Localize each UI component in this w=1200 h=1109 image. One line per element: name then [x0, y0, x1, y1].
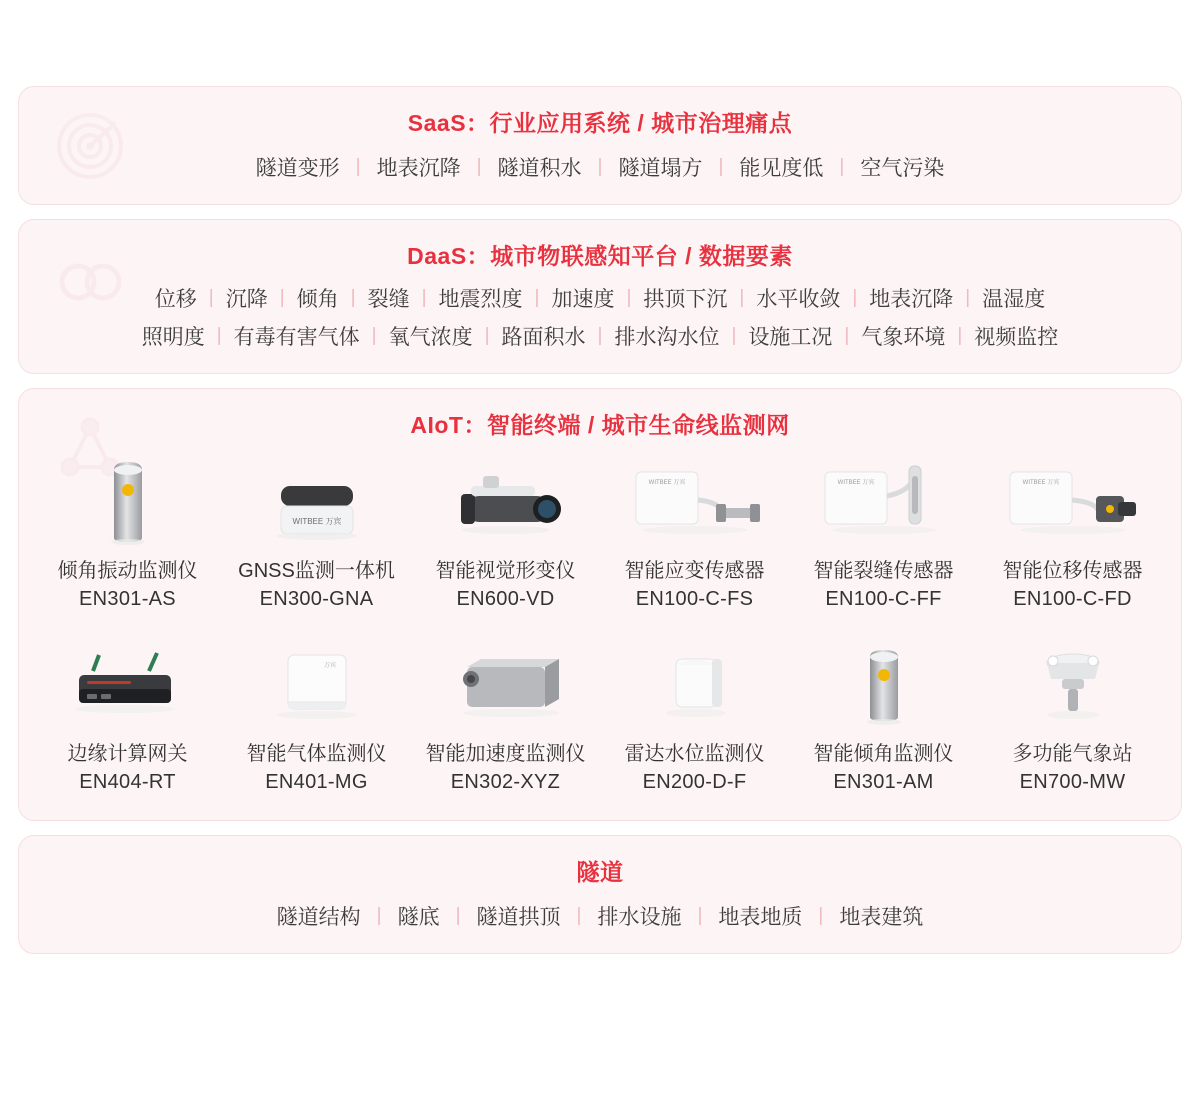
saas-tag: 能见度低 — [739, 157, 824, 180]
radar-water-level-image — [620, 645, 770, 731]
tilt-monitor-image — [844, 645, 924, 731]
daas-tag: 氧气浓度 — [388, 326, 473, 349]
edge-gateway-image — [53, 645, 203, 731]
svg-text:WITBEE 万宾: WITBEE 万宾 — [1022, 480, 1059, 486]
daas-tag: 地震烈度 — [438, 288, 523, 311]
device-card[interactable] — [33, 452, 222, 613]
tag-divider: | — [371, 325, 377, 346]
aiot-device-row-2 — [19, 637, 1181, 820]
panel-tunnel — [18, 835, 1182, 954]
daas-tag: 排水沟水位 — [614, 326, 720, 349]
device-name: 雷达水位监测仪 — [624, 743, 765, 765]
tag-divider: | — [697, 905, 703, 926]
tag-divider: | — [839, 156, 845, 177]
daas-tag: 气象环境 — [861, 326, 946, 349]
panel-saas — [18, 86, 1182, 205]
panel-aiot-title — [19, 389, 1181, 444]
displacement-sensor-image — [998, 452, 1148, 548]
panel-saas-title-main: 行业应用系统 / 城市治理痛点 — [489, 110, 793, 136]
daas-tag: 温湿度 — [982, 288, 1046, 311]
aiot-device-row-1 — [19, 444, 1181, 637]
device-name: 智能应变传感器 — [624, 560, 765, 582]
device-model: EN404-RT — [79, 771, 176, 793]
daas-tag: 设施工况 — [748, 326, 833, 349]
saas-tag: 空气污染 — [860, 157, 945, 180]
device-name: 智能裂缝传感器 — [813, 560, 954, 582]
device-card[interactable] — [978, 452, 1167, 613]
device-model: EN301-AM — [833, 771, 934, 793]
tag-divider: | — [216, 325, 222, 346]
tag-divider: | — [484, 325, 490, 346]
tag-divider: | — [844, 325, 850, 346]
tag-divider: | — [852, 287, 858, 308]
device-card[interactable] — [600, 452, 789, 613]
svg-text:WITBEE 万宾: WITBEE 万宾 — [837, 480, 874, 486]
device-name: 智能视觉形变仪 — [435, 560, 576, 582]
daas-tag: 拱顶下沉 — [643, 288, 728, 311]
device-model: EN100-C-FF — [825, 588, 942, 610]
tag-divider: | — [597, 325, 603, 346]
tunnel-tag: 地表地质 — [718, 906, 803, 929]
saas-tag: 隧道变形 — [255, 157, 340, 180]
tunnel-tag: 排水设施 — [597, 906, 682, 929]
device-name: 智能倾角监测仪 — [813, 743, 954, 765]
device-model: EN302-XYZ — [450, 771, 561, 793]
tag-divider: | — [376, 905, 382, 926]
acceleration-monitor-image — [431, 645, 581, 731]
panel-daas-title-prefix: DaaS： — [407, 243, 491, 269]
daas-tag: 有毒有害气体 — [233, 326, 360, 349]
panel-daas-title — [19, 220, 1181, 275]
tag-divider: | — [718, 156, 724, 177]
daas-tag: 地表沉降 — [869, 288, 954, 311]
saas-tag-row — [19, 142, 1181, 204]
tag-divider: | — [739, 287, 745, 308]
gnss-monitor-image — [257, 452, 377, 548]
strain-sensor-image — [620, 452, 770, 548]
device-model: EN100-C-FD — [1013, 588, 1132, 610]
device-card[interactable] — [33, 645, 222, 796]
tunnel-tag: 地表建筑 — [839, 906, 924, 929]
panel-saas-title — [19, 87, 1181, 142]
panel-stack — [18, 86, 1182, 954]
tunnel-tag: 隧道拱顶 — [476, 906, 561, 929]
tag-divider: | — [350, 287, 356, 308]
device-model: EN700-MW — [1019, 771, 1126, 793]
daas-tag: 沉降 — [225, 288, 268, 311]
device-card[interactable] — [222, 452, 411, 613]
panel-saas-title-prefix: SaaS： — [407, 110, 490, 136]
panel-tunnel-title: 隧道 — [576, 859, 624, 885]
device-card[interactable] — [600, 645, 789, 796]
daas-tag: 裂缝 — [367, 288, 410, 311]
tag-divider: | — [818, 905, 824, 926]
device-model: EN300-GNA — [259, 588, 374, 610]
device-name: 边缘计算网关 — [67, 743, 188, 765]
saas-tag: 地表沉降 — [376, 157, 461, 180]
daas-tag: 照明度 — [141, 326, 205, 349]
panel-aiot — [18, 388, 1182, 821]
device-model: EN401-MG — [265, 771, 368, 793]
device-model: EN600-VD — [456, 588, 555, 610]
device-name: 倾角振动监测仪 — [57, 560, 198, 582]
crack-sensor-image — [809, 452, 959, 548]
tag-divider: | — [208, 287, 214, 308]
tunnel-tag-row — [19, 891, 1181, 953]
svg-text:WITBEE 万宾: WITBEE 万宾 — [292, 517, 341, 526]
tag-divider: | — [576, 905, 582, 926]
tag-divider: | — [957, 325, 963, 346]
device-name: GNSS监测一体机 — [238, 560, 395, 582]
device-card[interactable] — [222, 645, 411, 796]
device-name: 多功能气象站 — [1012, 743, 1133, 765]
daas-tag: 路面积水 — [501, 326, 586, 349]
tunnel-tag: 隧底 — [397, 906, 440, 929]
device-name: 智能加速度监测仪 — [425, 743, 586, 765]
saas-tag: 隧道塌方 — [618, 157, 703, 180]
tilt-vibration-sensor-image — [88, 452, 168, 548]
tag-divider: | — [965, 287, 971, 308]
vision-deformation-camera-image — [431, 452, 581, 548]
panel-aiot-title-main: 智能终端 / 城市生命线监测网 — [486, 412, 790, 438]
tag-divider: | — [731, 325, 737, 346]
device-card[interactable] — [978, 645, 1167, 796]
svg-text:万宾: 万宾 — [323, 663, 336, 669]
panel-aiot-title-prefix: AIoT： — [410, 412, 487, 438]
tag-divider: | — [626, 287, 632, 308]
device-card[interactable] — [789, 645, 978, 796]
panel-daas — [18, 219, 1182, 374]
daas-tag: 倾角 — [296, 288, 339, 311]
device-card[interactable] — [411, 452, 600, 613]
weather-station-image — [1018, 645, 1128, 731]
saas-tag: 隧道积水 — [497, 157, 582, 180]
tag-divider: | — [421, 287, 427, 308]
tag-divider: | — [534, 287, 540, 308]
tag-divider: | — [355, 156, 361, 177]
daas-tag: 水平收敛 — [756, 288, 841, 311]
tag-divider: | — [455, 905, 461, 926]
device-name: 智能位移传感器 — [1002, 560, 1143, 582]
device-model: EN200-D-F — [642, 771, 747, 793]
daas-tag: 视频监控 — [974, 326, 1059, 349]
daas-tag: 加速度 — [551, 288, 615, 311]
tag-divider: | — [279, 287, 285, 308]
tunnel-tag: 隧道结构 — [276, 906, 361, 929]
daas-tag-row-2 — [19, 313, 1181, 373]
tag-divider: | — [597, 156, 603, 177]
gas-monitor-image — [242, 645, 392, 731]
device-card[interactable] — [411, 645, 600, 796]
daas-tag-row-1 — [19, 275, 1181, 313]
daas-tag: 位移 — [154, 288, 197, 311]
device-name: 智能气体监测仪 — [246, 743, 387, 765]
device-model: EN100-C-FS — [635, 588, 754, 610]
svg-text:WITBEE 万宾: WITBEE 万宾 — [648, 480, 685, 486]
tag-divider: | — [476, 156, 482, 177]
device-card[interactable] — [789, 452, 978, 613]
panel-daas-title-main: 城市物联感知平台 / 数据要素 — [490, 243, 793, 269]
device-model: EN301-AS — [79, 588, 176, 610]
